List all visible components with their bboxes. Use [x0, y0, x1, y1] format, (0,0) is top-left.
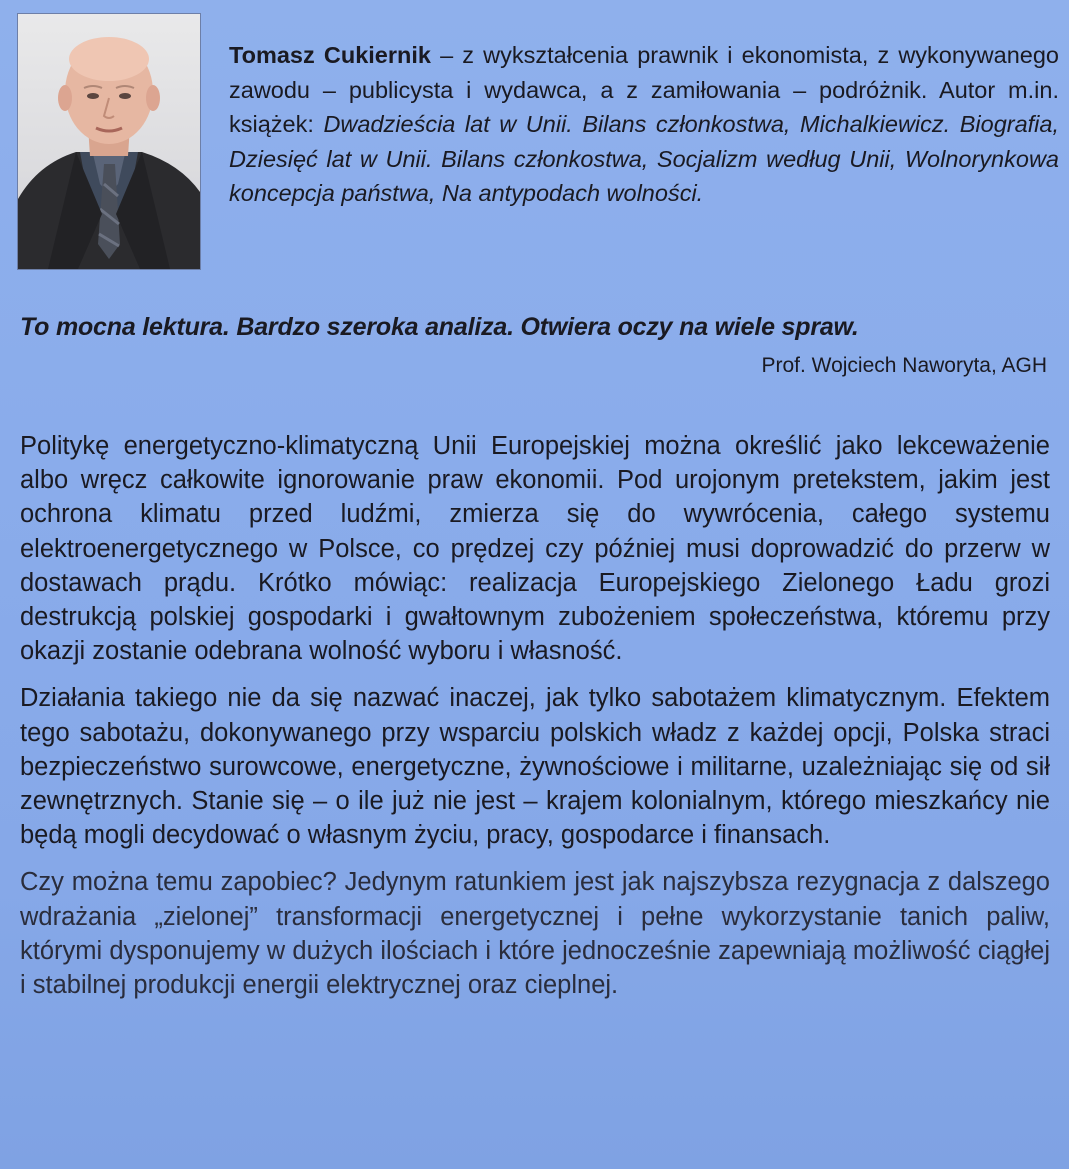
description-paragraph-2: Działania takiego nie da się nazwać inaczej, jak tylko sabotażem klimatycznym. Efektem tego sabotażu, dokonywanego przy wsparciu polskich władz z każdej opcji, Polska straci bezpieczeństwo surowcowe, energetyczne, żywnościowe i militarne, uzależniając się od sił zewnętrznych. Stanie się – o ile już nie jest – krajem kolonialnym, którego mieszkańcy nie będą mogli decydować o własnym życiu, pracy, gospodarce i finansach. — [20, 684, 1050, 850]
author-photo — [18, 14, 200, 269]
author-portrait-image — [18, 14, 200, 269]
book-description — [20, 429, 1050, 1015]
blurb-attribution: Prof. Wojciech Naworyta, AGH — [761, 354, 1047, 377]
author-bio — [229, 38, 1059, 211]
author-books: Dwadzieścia lat w Unii. Bilans członkostwa, Michalkiewicz. Biografia, Dziesięć lat w Unii. Bilans członkostwa, Socjalizm według Unii, Wolnorynkowa koncepcja państwa, Na antypodach wolności. — [229, 111, 1060, 206]
description-paragraph-1: Politykę energetyczno-klimatyczną Unii Europejskiej można określić jako lekceważenie albo wręcz całkowite ignorowanie praw ekonomii. Pod urojonym pretekstem, jakim jest ochrona klimatu przed ludźmi, zmierza się do wywrócenia, całego systemu elektroenergetycznego w Polsce, co prędzej czy później musi doprowadzić do przerw w dostawach prądu. Krótko mówiąc: realizacja Europejskiego Zielonego Ładu grozi destrukcją polskiej gospodarki i gwałtownym zubożeniem społeczeństwa, któremu przy okazji zostanie odebrana wolność wyboru i własność. — [20, 432, 1050, 666]
author-name: Tomasz Cukiernik — [229, 42, 431, 68]
description-paragraph-3: Czy można temu zapobiec? Jedynym ratunkiem jest jak najszybsza rezygnacja z dalszego wdrażania „zielonej” transformacji energetycznej i pełne wykorzystanie tanich paliw, którymi dysponujemy w dużych ilościach i które jednocześnie zapewniają możliwość ciągłej i stabilnej produkcji energii elektrycznej oraz cieplnej. — [20, 868, 1050, 1000]
blurb-quote: To mocna lektura. Bardzo szeroka analiza. Otwiera oczy na wiele spraw. — [20, 313, 859, 341]
author-description: – z wykształcenia prawnik i ekonomista, z wykonywanego zawodu – publicysta i wydawca, a z zamiłowania – podróżnik. Autor m.in. książek: — [229, 42, 1060, 137]
